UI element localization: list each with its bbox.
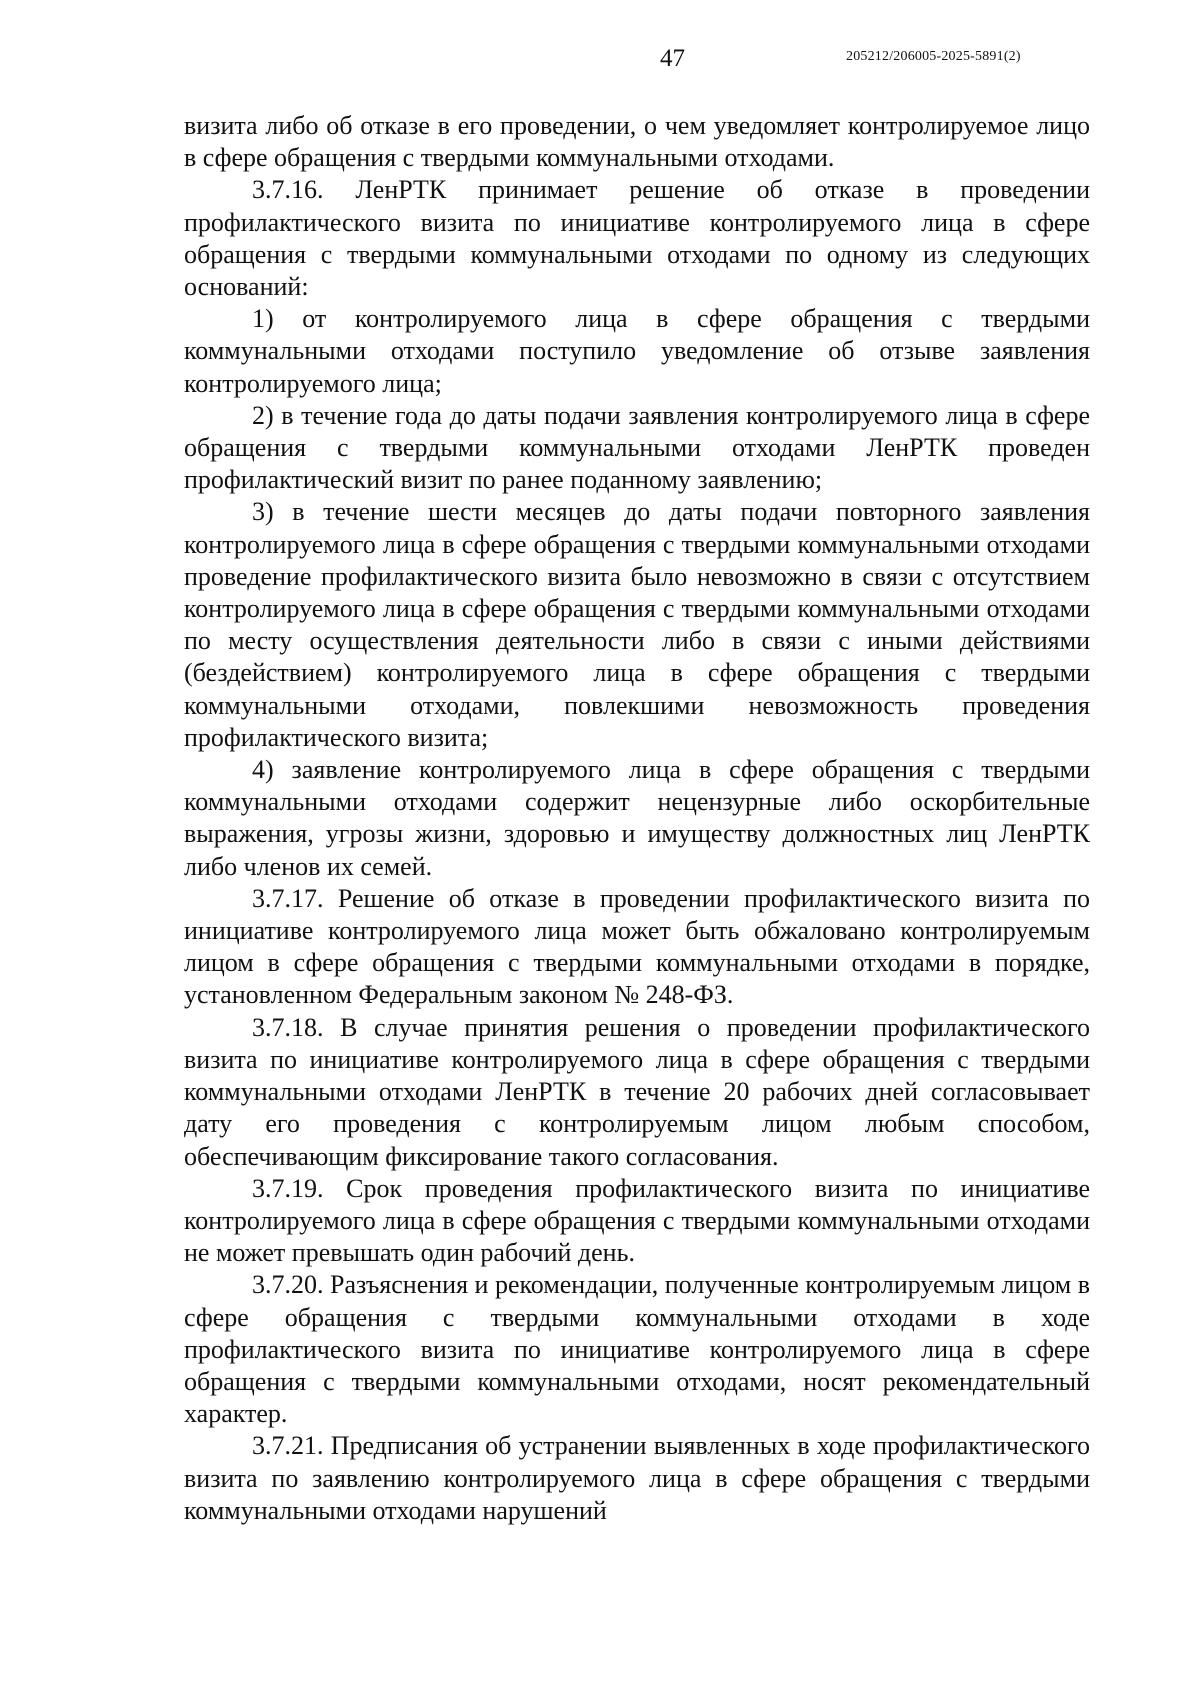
list-item-2: 2) в течение года до даты подачи заявления контролируемого лица в сфере обращения с твердыми коммунальными отходами ЛенРТК проведен профилактический визит по ранее поданному заявлению; [184,400,1090,495]
list-item-1: 1) от контролируемого лица в сфере обращения с твердыми коммунальными отходами поступило уведомление об отзыве заявления контролируемого лица; [184,304,1090,398]
list-item-3: 3) в течение шести месяцев до даты подачи повторного заявления контролируемого лица в сфере обращения с твердыми коммунальными отходами проведение профилактического визита было невозможно в связи с отсутствием контролируемого лица в сфере обращения с твердыми коммунальными отходами по месту осуществления деятельности либо в связи с иными действиями (бездействием) контролируемого лица в сфере обращения с твердыми коммунальными отходами, повлекшими невозможность проведения профилактического визита; [184,497,1090,752]
paragraph-continuation: визита либо об отказе в его проведении, о чем уведомляет контролируемое лицо в сфере обращения с твердыми коммунальными отходами. [184,111,1090,173]
page-number: 47 [660,45,685,72]
paragraph-3-7-17: 3.7.17. Решение об отказе в проведении профилактического визита по инициативе контролируемого лица может быть обжаловано контролируемым лицом в сфере обращения с твердыми коммунальными отходами в порядке, установленном Федеральным законом № 248-ФЗ. [184,883,1090,1010]
paragraph-3-7-16: 3.7.16. ЛенРТК принимает решение об отказе в проведении профилактического визита по инициативе контролируемого лица в сфере обращения с твердыми коммунальными отходами по одному из следующих оснований: [184,175,1090,302]
paragraph-3-7-21: 3.7.21. Предписания об устранении выявленных в ходе профилактического визита по заявлению контролируемого лица в сфере обращения с твердыми коммунальными отходами нарушений [184,1431,1090,1525]
paragraph-3-7-18: 3.7.18. В случае принятия решения о проведении профилактического визита по инициативе контролируемого лица в сфере обращения с твердыми коммунальными отходами ЛенРТК в течение 20 рабочих дней согласовывает дату его проведения с контролируемым лицом любым способом, обеспечивающим фиксирование такого согласования. [184,1012,1090,1171]
paragraph-3-7-20: 3.7.20. Разъяснения и рекомендации, полученные контролируемым лицом в сфере обращения с твердыми коммунальными отходами в ходе профилактического визита по инициативе контролируемого лица в сфере обращения с твердыми коммунальными отходами, носят рекомендательный характер. [184,1270,1090,1429]
list-item-4: 4) заявление контролируемого лица в сфере обращения с твердыми коммунальными отходами содержит нецензурные либо оскорбительные выражения, угрозы жизни, здоровью и имуществу должностных лиц ЛенРТК либо членов их семей. [184,755,1090,881]
paragraph-3-7-19: 3.7.19. Срок проведения профилактического визита по инициативе контролируемого лица в сфере обращения с твердыми коммунальными отходами не может превышать один рабочий день. [184,1173,1090,1268]
document-code: 205212/206005-2025-5891(2) [846,49,1021,64]
document-body [184,110,1090,1527]
